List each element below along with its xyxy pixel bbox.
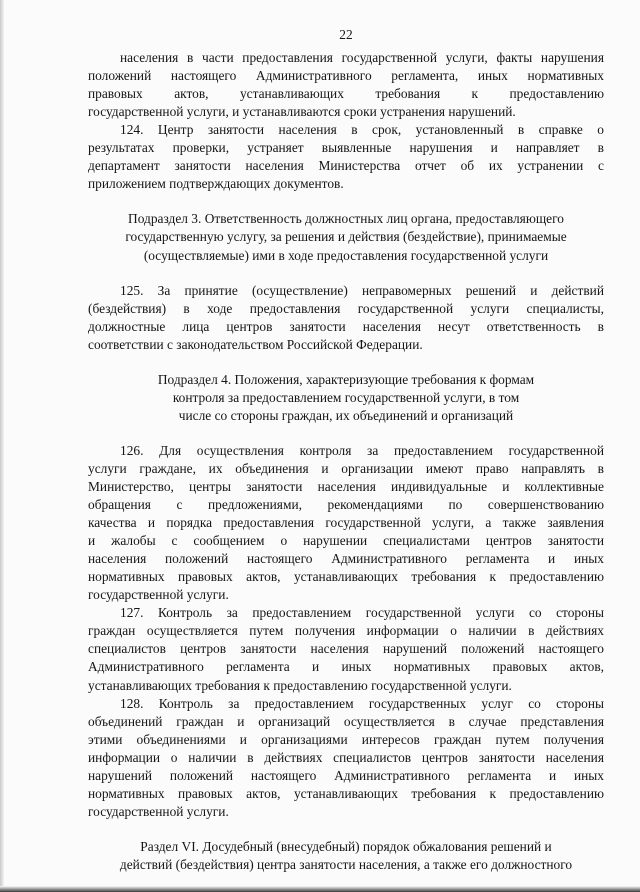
text-line: (бездействия) в ходе предоставления государственной услуги специалисты, [88,300,604,316]
text-line: государственной услуги. [88,803,229,819]
text-line: приложением подтверждающих документов. [88,176,344,192]
text-line: государственной услуги, и устанавливаются сроки устранения нарушений. [88,104,516,120]
text-line: 128. Контроль за предоставлением государственных услуг со стороны [120,695,604,711]
text-line: информации о наличии в действиях специалистов центров занятости населения [88,749,604,765]
paragraph [88,49,604,121]
text-line: объединений граждан и организаций осуществляется в случае представления [88,713,604,729]
text-line: населения положений настоящего Административного регламента и иных [88,551,604,567]
paragraph [88,121,604,193]
text-line: Раздел VI. Досудебный (внесудебный) порядок обжалования решений и [140,838,552,854]
text-line: нарушений положений настоящего Административного регламента и иных [88,767,604,783]
text-line: результатах проверки, устраняет выявленные нарушения и направляет в [88,140,604,156]
text-line: правовых актов, устанавливающих требования к предоставлению [88,86,604,102]
paragraph [88,442,604,604]
spacer [88,821,604,838]
text-line: специалистов центров занятости населения нарушений положений настоящего [88,641,604,657]
text-line: государственную услугу, за решения и действия (бездействие), принимаемые [125,229,567,245]
spacer [88,354,604,371]
text-line: положений настоящего Административного регламента, иных нормативных [88,68,604,84]
text-line: обращения с предложениями, рекомендациями по совершенствованию [88,497,604,513]
text-line: нормативных правовых актов, устанавливающих требования к предоставлению [88,569,604,585]
text-line: числе со стороны граждан, их объединений и организаций [178,407,514,423]
section-heading [88,371,604,425]
section-heading [88,838,604,874]
text-line: устанавливающих требования к предоставлению государственной услуги. [88,677,512,693]
text-line: контроля за предоставлением государственной услуги, в том [172,389,520,405]
document-body [88,49,604,874]
text-line: департамент занятости населения Министерства отчет об их устранении с [88,158,604,174]
text-line: 124. Центр занятости населения в срок, установленный в справке о [120,122,604,138]
text-line: этими объединениями и организациями интересов граждан путем получения [88,731,604,747]
text-line: должностные лица центров занятости населения несут ответственность в [88,318,604,334]
text-line: (осуществляемые) ими в ходе предоставления государственной услуги [143,247,549,263]
text-line: услуги граждане, их объединения и организации имеют право направлять в [88,460,604,476]
text-line: Министерство, центры занятости населения индивидуальные и коллективные [88,478,604,494]
paragraph [88,695,604,821]
section-heading [88,210,604,264]
paragraph [88,282,604,354]
spacer [88,193,604,210]
text-line: соответствии с законодательством Российской Федерации. [88,336,423,352]
scan-left-edge [0,0,4,892]
text-line: Подраздел 3. Ответственность должностных лиц органа, предоставляющего [128,211,564,227]
spacer [88,265,604,282]
text-line: 127. Контроль за предоставлением государственной услуги со стороны [120,605,604,621]
text-line: 126. Для осуществления контроля за предоставлением государственной [120,442,604,458]
text-line: нормативных правовых актов, устанавливающих требования к предоставлению [88,785,604,801]
text-line: населения в части предоставления государственной услуги, факты нарушения [120,50,604,66]
text-line: Подраздел 4. Положения, характеризующие требования к формам [157,371,535,387]
text-line: 125. За принятие (осуществление) неправомерных решений и действий [120,282,604,298]
page-number: 22 [339,27,353,42]
text-line: граждан осуществляется путем получения информации о наличии в действиях [88,623,604,639]
document-page [88,26,604,874]
scan-bottom-edge [0,886,640,892]
spacer [88,425,604,442]
text-line: качества и порядка предоставления государственной услуги, а также заявления [88,515,604,531]
text-line: действий (бездействия) центра занятости населения, а также его должностного [119,856,573,872]
paragraph [88,604,604,694]
text-line: и жалобы с сообщением о нарушении специалистами центров занятости [88,533,604,549]
text-line: государственной услуги. [88,587,229,603]
text-line: Административного регламента и иных нормативных правовых актов, [88,659,604,675]
